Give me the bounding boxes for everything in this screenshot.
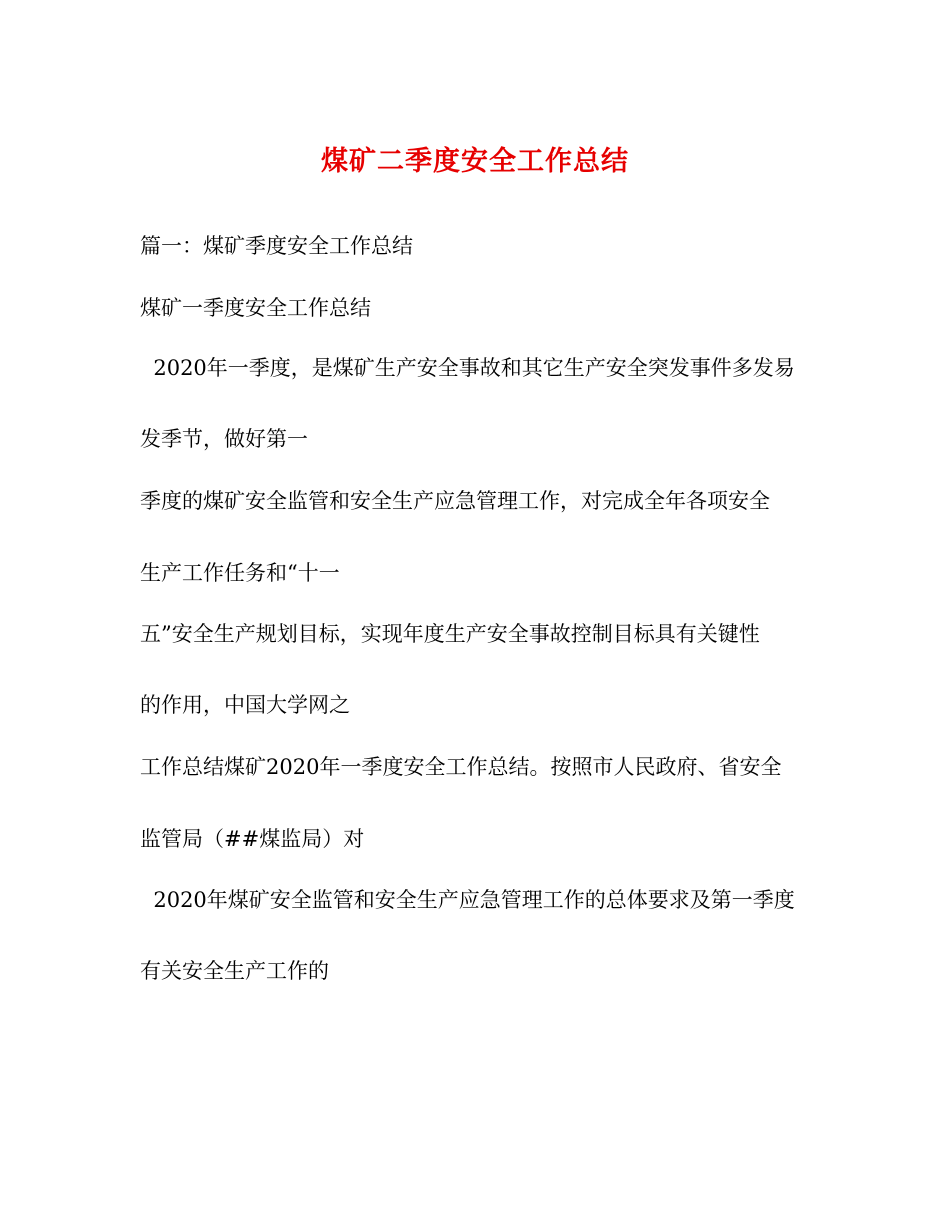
- subheading: 煤矿一季度安全工作总结: [140, 296, 371, 320]
- body-line: 2020年一季度，是煤矿生产安全事故和其它生产安全突发事件多发易: [140, 356, 795, 380]
- body-line: 五”安全生产规划目标，实现年度生产安全事故控制目标具有关键性: [140, 622, 760, 646]
- body-line: 有关安全生产工作的: [140, 959, 329, 983]
- document-title: 煤矿二季度安全工作总结: [321, 146, 629, 177]
- body-line: 工作总结煤矿2020年一季度安全工作总结。按照市人民政府、省安全: [140, 755, 782, 779]
- body-line: 2020年煤矿安全监管和安全生产应急管理工作的总体要求及第一季度: [140, 888, 795, 912]
- body-line: 发季节，做好第一: [140, 427, 308, 451]
- body-line: 季度的煤矿安全监管和安全生产应急管理工作，对完成全年各项安全: [140, 489, 770, 513]
- body-line: 生产工作任务和“十一: [140, 561, 340, 585]
- body-line: 监管局（##煤监局）对: [140, 827, 365, 851]
- body-line: 的作用，中国大学网之: [140, 693, 350, 717]
- section-heading: 篇一：煤矿季度安全工作总结: [140, 234, 413, 258]
